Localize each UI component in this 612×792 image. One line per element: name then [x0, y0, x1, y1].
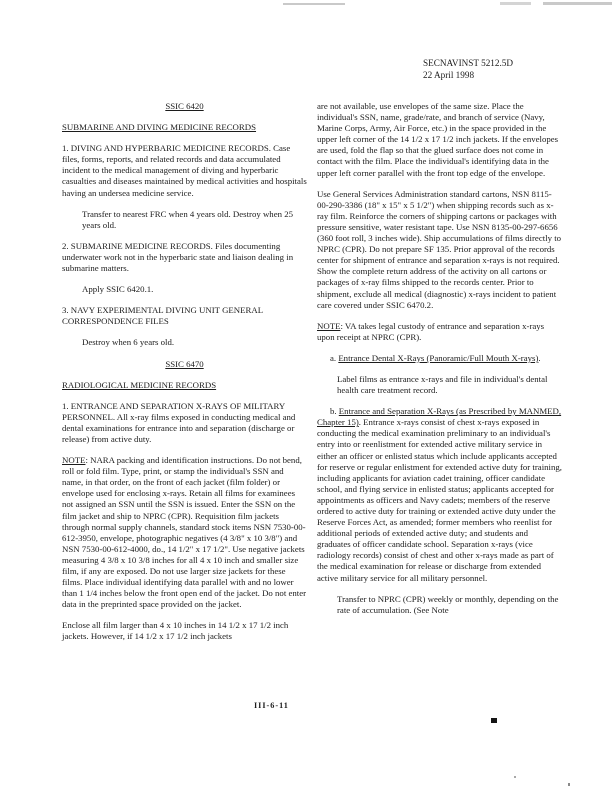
item-a-title: Entrance Dental X-Rays (Panoramic/Full Mouth X-rays): [338, 352, 539, 363]
para-envelopes-continuation: are not available, use envelopes of the same size. Place the individual's SSN, name, grade/rate, and branch of service (Navy, Marine Corps, Army, Air Force, etc.) in the space provided in the upper left corner of the 14 1/2 x 17 1/2 inch jackets. If the envelopes are used, fold the flap so that the glued surface does not come in contact with the film. Place the individual's identifying data in the upper left corner parallel with the front top edge of the envelope.: [317, 101, 559, 178]
para-item2-disposition: Apply SSIC 6420.1.: [82, 284, 154, 295]
para-navy-experimental-diving-unit: 3. NAVY EXPERIMENTAL DIVING UNIT GENERAL CORRESPONDENCE FILES: [62, 305, 263, 327]
para-item3-disposition: Destroy when 6 years old.: [82, 337, 175, 348]
item-b-body: . Entrance x-rays consist of chest x-rays exposed in conducting the medical examination preliminary to an individual's entry into or reenlistment for extended active military service in either an officer or enlisted status which include applicants accepted for reserve or regular enlistment for extended active duty for training, including applicants for aviation cadet training, officer candidate school, and flying service in enlisted status; applicants accepted for appointments as officers and Navy cadets; members of the reserve ordered to active duty for training or extended active duty under the Reserve Forces Act, as amended; former members who reenlist for additional periods of extended active duty; and students and graduates of officer candidate school. Separation x-rays (vice radiology records) consist of chest and other x-rays made as part of the medical examination for release or discharge from extended active military service for all military personnel.: [317, 417, 562, 583]
scan-artifact-line: [500, 2, 531, 5]
scan-speck: [514, 776, 516, 778]
para-va-note: [317, 321, 562, 343]
item-b-title: Entrance and Separation X-Rays (as Prescribed by MANMED, Chapter 15): [317, 406, 562, 428]
note-label: NOTE: [317, 320, 341, 331]
para-item-a-body: Label films as entrance x-rays and file in individual's dental health care treatment record.: [337, 373, 548, 396]
para-diving-hyperbaric-records: 1. DIVING AND HYPERBARIC MEDICINE RECORDS. Case files, forms, reports, and related records and data accumulated incident to the medical management of diving and hyperbaric casualties and diseases maintained by medical activities and hospitals having an undersea medicine service.: [62, 143, 307, 198]
page-number: III-6-11: [254, 701, 289, 710]
ssic-6470-heading: SSIC 6470: [165, 358, 204, 369]
note-label: NOTE: [62, 455, 86, 466]
radiological-section-title: RADIOLOGICAL MEDICINE RECORDS: [62, 379, 217, 390]
right-column: [317, 101, 562, 626]
scan-speck: [491, 718, 497, 723]
scan-speck: [568, 783, 570, 786]
scan-artifact-line: [283, 3, 345, 5]
para-entrance-separation-xrays: 1. ENTRANCE AND SEPARATION X-RAYS OF MILITARY PERSONNEL. All x-ray films exposed in conducting medical and dental examinations for entrance into and separation (discharge or release) from active duty.: [62, 400, 296, 444]
para-nara-note: [62, 455, 307, 610]
document-id: SECNAVINST 5212.5D: [423, 58, 514, 68]
note-body: : VA takes legal custody of entrance and separation x-rays upon receipt at NPRC (CPR).: [317, 320, 545, 342]
submarine-diving-section-title: SUBMARINE AND DIVING MEDICINE RECORDS: [62, 122, 257, 133]
note-body: : NARA packing and identification instructions. Do not bend, roll or fold film. Type, print, or stamp the individual's SSN and name, in that order, on the front of each jacket (film folder) or envelope used for enclosing x-rays. Retain all films for examinees not assigned an SSN until the SSN is issued. Enter the SSN on the film jacket and ship to NPRC (CPR). Requisition film jackets through normal supply channels, standard stock items NSN 7530-00-612-3950, envelope, photographic negatives (4 3/8" x 10 3/8") and NSN 7530-00-612-4000, do., 14 1/2" x 17 1/2". Use negative jackets measuring 4 3/8 x 10 3/8 inches for all 4 x 10 inch and smaller size film, if any are exposed. Do not use larger size jackets for these films. Place individual identifying data parallel with and no lower than 1 1/4 inches below the front open end of the jacket. Do not enter data in the preprinted space provided on the jacket.: [62, 455, 307, 610]
item-b-label: b.: [330, 406, 339, 417]
para-transfer-nprc: Transfer to NPRC (CPR) weekly or monthly, depending on the rate of accumulation. (See Note: [337, 593, 559, 615]
para-item-b: [317, 406, 562, 584]
para-gsa-cartons: Use General Services Administration standard cartons, NSN 8115-00-290-3386 (18" x 15" x 5 1/2") when shipping records such as x-ray film. Reinforce the corners of shipping cartons or packages with pressure sensitive, water resistant tape. Use NSN 8135-00-297-6656 (360 foot roll, 3 inches wide). Ship accumulations of films directly to NPRC (CPR). Do not prepare SF 135. Prior approval of the records center for shipment of entrance and separation x-rays is not required. Show the complete return address of the activity on all cartons or packages of x-ray films shipped to the records center. Prior to shipment, exclude all medical (diagnostic) x-rays incident to patient care covered under SSIC 6470.2.: [317, 188, 562, 310]
document-header: [423, 58, 513, 82]
ssic-6420-heading: SSIC 6420: [165, 101, 204, 111]
para-enclose-film: Enclose all film larger than 4 x 10 inches in 14 1/2 x 17 1/2 inch jackets. However, if 14 1/2 x 17 1/2 inch jackets: [62, 620, 289, 642]
left-column: [62, 101, 307, 653]
item-a-label: a.: [330, 352, 339, 363]
para-item1-disposition: Transfer to nearest FRC when 4 years old. Destroy when 25 years old.: [82, 208, 294, 230]
scan-artifact-line: [543, 2, 612, 5]
para-submarine-medicine-records: 2. SUBMARINE MEDICINE RECORDS. Files documenting underwater work not in the hyperbaric state and liaison dealing in submarine matters.: [62, 240, 294, 274]
para-item-a-heading: [317, 353, 562, 364]
document-date: 22 April 1998: [423, 69, 475, 80]
item-a-suffix: .: [538, 352, 541, 363]
